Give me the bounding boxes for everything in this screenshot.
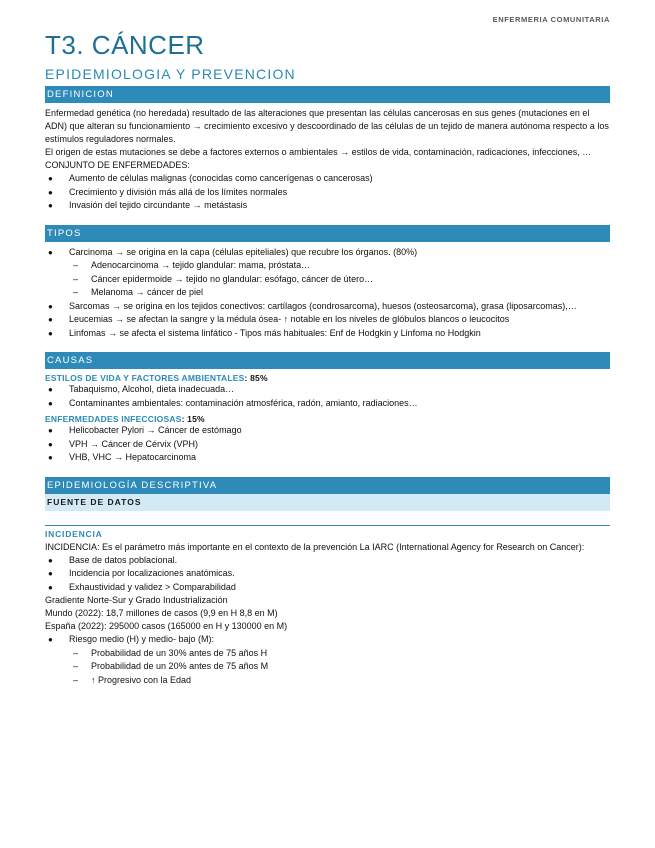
estilos-list [45, 383, 610, 410]
infecciosas-heading [45, 414, 610, 424]
list-subitem: – Probabilidad de un 30% antes de 75 años H [45, 647, 610, 661]
list-item: ● Base de datos poblacional. [45, 554, 610, 568]
section-heading-epidemiologia: EPIDEMIOLOGÍA DESCRIPTIVA [45, 477, 610, 494]
infecciosas-label: ENFERMEDADES INFECCIOSAS [45, 414, 182, 424]
espana-line: España (2022): 295000 casos (165000 en H y 130000 en M) [45, 621, 288, 631]
definicion-origin: El origen de estas mutaciones se debe a factores externos o ambientales → estilos de vida, contaminación, radicaciones, infecciones, … [45, 147, 592, 157]
definicion-paragraph: Enfermedad genética (no heredada) resultado de las alteraciones que presentan las células cancerosas en sus genes (mutaciones en el ADN) que alteran su funcionamiento → crecimiento excesivo y descoordinado de las células de un tejido de manera autónoma respecto a los estímulos reguladores normales. [45, 108, 609, 144]
list-item: ● VHB, VHC → Hepatocarcinoma [45, 451, 610, 465]
estilos-percent: : 85% [244, 373, 268, 383]
list-item: ● Exhaustividad y validez > Comparabilidad [45, 581, 610, 595]
list-item: ● Incidencia por localizaciones anatómicas. [45, 567, 610, 581]
section-heading-definicion: DEFINICION [45, 86, 610, 103]
list-item: ● VPH → Cáncer de Cérvix (VPH) [45, 438, 610, 452]
mundo-line: Mundo (2022): 18,7 millones de casos (9,9 en H 8,8 en M) [45, 608, 278, 618]
infecciosas-list [45, 424, 610, 465]
subsection-fuente-datos: FUENTE DE DATOS [45, 494, 610, 511]
page-title: T3. CÁNCER [45, 30, 205, 60]
riesgo-list [45, 633, 610, 687]
document-body [45, 86, 610, 687]
section-heading-tipos: TIPOS [45, 225, 610, 242]
incidencia-paragraph: INCIDENCIA: Es el parámetro más importante en el contexto de la prevención La IARC (International Agency for Research on Cancer): [45, 541, 585, 552]
tipos-list [45, 246, 610, 341]
list-item: ● Leucemias → se afectan la sangre y la médula ósea- ↑ notable en los niveles de glóbulos blancos o leucocitos [45, 313, 610, 327]
list-item: ● Aumento de células malignas (conocidas como cancerígenas o cancerosas) [45, 172, 610, 186]
list-item: ● Carcinoma → se origina en la capa (células epiteliales) que recubre los órganos. (80%) [45, 246, 610, 260]
list-item: ● Linfomas → se afecta el sistema linfático - Tipos más habituales: Enf de Hodgkin y Linfoma no Hodgkin [45, 327, 610, 341]
list-subitem: – Melanoma → cáncer de piel [45, 286, 610, 300]
gradiente-line: Gradiente Norte-Sur y Grado Industrialización [45, 595, 228, 605]
list-subitem: – Cáncer epidermoide → tejido no glandular: esófago, cáncer de útero… [45, 273, 610, 287]
list-item: ● Tabaquismo, Alcohol, dieta inadecuada… [45, 383, 610, 397]
list-item: ● Riesgo medio (H) y medio- bajo (M): [45, 633, 610, 647]
infecciosas-percent: : 15% [181, 414, 205, 424]
list-item: ● Invasión del tejido circundante → metástasis [45, 199, 610, 213]
conjunto-list [45, 172, 610, 213]
running-header: ENFERMERIA COMUNITARIA [492, 15, 610, 24]
list-item: ● Sarcomas → se origina en los tejidos conectivos: cartílagos (condrosarcoma), huesos (osteosarcoma), grasa (liposarcomas),… [45, 300, 610, 314]
list-subitem: – ↑ Progresivo con la Edad [45, 674, 610, 688]
section-heading-causas: CAUSAS [45, 352, 610, 369]
page-subtitle: EPIDEMIOLOGIA Y PREVENCION [45, 66, 296, 82]
list-item: ● Helicobacter Pylori → Cáncer de estómago [45, 424, 610, 438]
estilos-label: ESTILOS DE VIDA Y FACTORES AMBIENTALES [45, 373, 245, 383]
list-item: ● Contaminantes ambientales: contaminación atmosférica, radón, amianto, radiaciones… [45, 397, 610, 411]
estilos-heading [45, 373, 610, 383]
list-subitem: – Probabilidad de un 20% antes de 75 años M [45, 660, 610, 674]
incidencia-heading: INCIDENCIA [45, 528, 103, 539]
list-subitem: – Adenocarcinoma → tejido glandular: mama, próstata… [45, 259, 610, 273]
conjunto-label: CONJUNTO DE ENFERMEDADES: [45, 160, 190, 170]
incidencia-list [45, 554, 610, 595]
list-item: ● Crecimiento y división más allá de los límites normales [45, 186, 610, 200]
